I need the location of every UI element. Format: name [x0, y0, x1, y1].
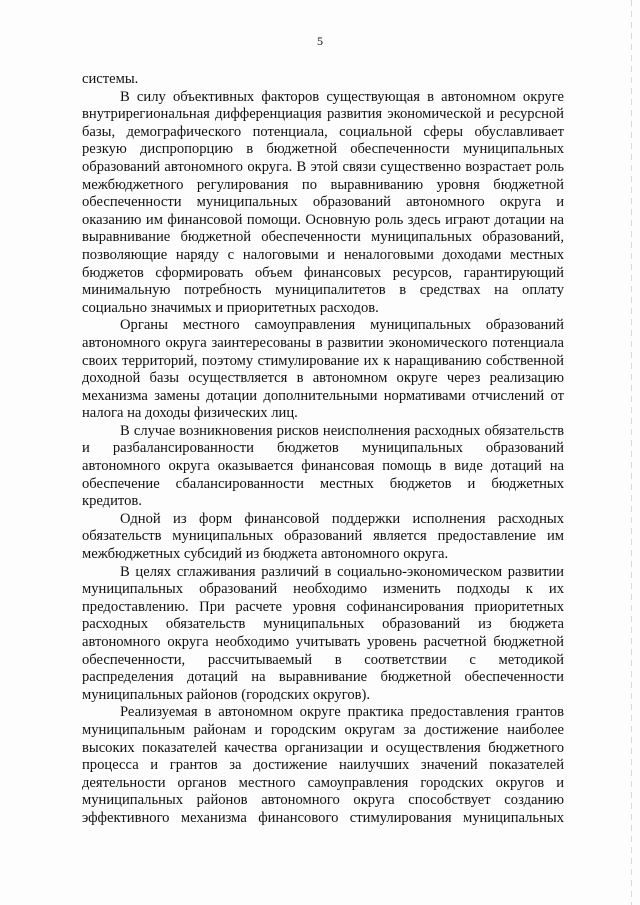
paragraph-7: Реализуемая в автономном округе практика предоставления грантов муниципальным районам и городским округам за достижение наиболее высоких показателей качества организации и осуществления бюджетного процесса и грантов за достижение наилучших значений показателей деятельности органов местного самоуправления городских округов и муниципальных районов автономного округа способствует созданию эффективного механизма финансового стимулирования муниципальных [82, 704, 564, 826]
paragraph-4: В случае возникновения рисков неисполнения расходных обязательств и разбалансированности бюджетов муниципальных образований автономного округа оказывается финансовая помощь в виде дотаций на обеспечение сбалансированности местных бюджетов и бюджетных кредитов. [82, 422, 564, 510]
page-number: 5 [317, 34, 323, 48]
body-text [82, 71, 564, 828]
paragraph-6: В целях сглаживания различий в социально-экономическом развитии муниципальных образований необходимо изменить подходы к их предоставлению. При расчете уровня софинансирования приоритетных расходных обязательств муниципальных образований из бюджета автономного округа необходимо учитывать уровень расчетной бюджетной обеспеченности, рассчитываемый в соответствии с методикой распределения дотаций на выравнивание бюджетной обеспеченности муниципальных районов (городских округов). [82, 563, 564, 703]
paragraph-1: системы. [82, 71, 139, 87]
paragraph-2: В силу объективных факторов существующая в автономном округе внутрирегиональная дифференциация развития экономической и ресурсной базы, демографического потенциала, социальной сферы обуславливает резкую диспропорцию в бюджетной обеспеченности муниципальных образований автономного округа. В этой связи существенно возрастает роль межбюджетного регулирования по выравниванию уровня бюджетной обеспеченности муниципальных образований автономного округа и оказанию им финансовой помощи. Основную роль здесь играют дотации на выравнивание бюджетной обеспеченности муниципальных образований, позволяющие наряду с налоговыми и неналоговыми доходами местных бюджетов сформировать объем финансовых ресурсов, гарантирующий минимальную потребность муниципалитетов в средствах на оплату социально значимых и приоритетных расходов. [82, 88, 564, 316]
paragraph-5: Одной из форм финансовой поддержки исполнения расходных обязательств муниципальных образований является предоставление им межбюджетных субсидий из бюджета автономного округа. [82, 510, 564, 563]
paragraph-3: Органы местного самоуправления муниципальных образований автономного округа заинтересованы в развитии экономического потенциала своих территорий, поэтому стимулирование их к наращиванию собственной доходной базы осуществляется в автономном округе через реализацию механизма замены дотации дополнительными нормативами отчислений от налога на доходы физических лиц. [82, 317, 564, 422]
scan-edge-line [631, 0, 632, 905]
